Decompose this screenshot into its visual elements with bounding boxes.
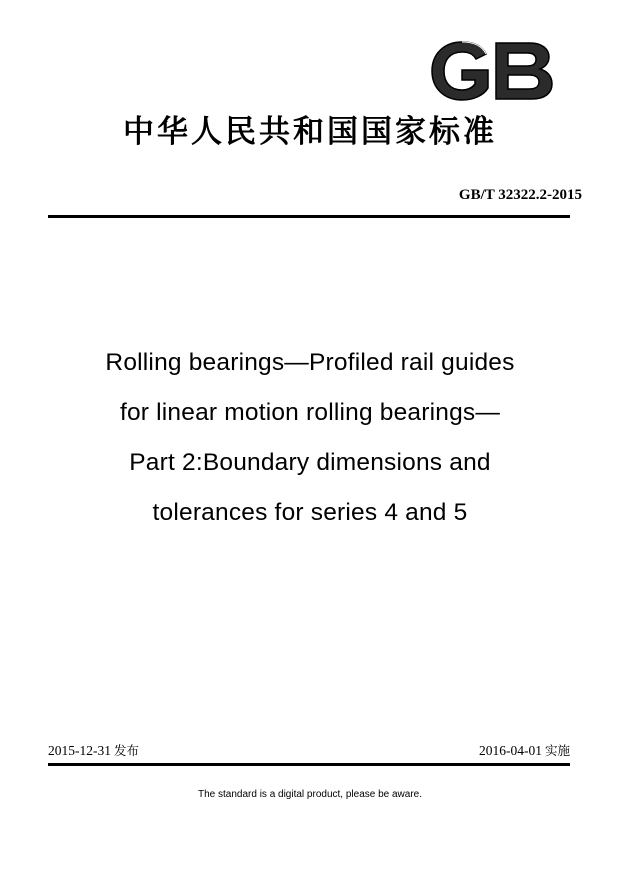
document-title-line: for linear motion rolling bearings— — [119, 399, 501, 426]
digital-product-notice: The standard is a digital product, please be aware. — [197, 789, 423, 800]
issue-date: 2015-12-31 — [48, 743, 111, 758]
effective-date-block — [479, 742, 570, 760]
gb-logo-icon — [428, 40, 556, 102]
dates-row — [48, 742, 570, 762]
effective-label: 实施 — [544, 743, 570, 758]
issue-date-block — [48, 742, 139, 760]
footer-rule — [48, 763, 570, 766]
document-title-line: tolerances for series 4 and 5 — [152, 499, 468, 526]
effective-date: 2016-04-01 — [478, 743, 542, 758]
document-title-line: Rolling bearings—Profiled rail guides — [105, 349, 515, 376]
header-rule — [48, 215, 570, 218]
document-title — [40, 338, 580, 538]
issue-label: 发布 — [114, 743, 140, 758]
document-title-line: Part 2:Boundary dimensions and — [129, 449, 491, 476]
standard-number: GB/T 32322.2-2015 — [458, 187, 582, 203]
issuing-authority-title: 中华人民共和国国家标准 — [123, 114, 497, 150]
